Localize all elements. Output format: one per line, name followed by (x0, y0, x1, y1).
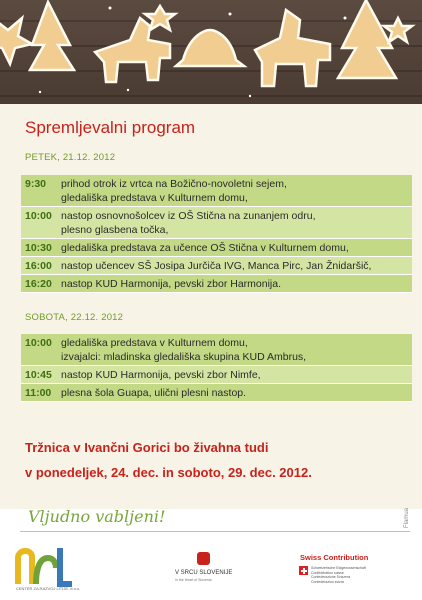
row-text: prihod otrok iz vrtca na Božično-novoletni sejem, (61, 178, 287, 190)
gingerbread-cookies-illustration (0, 0, 422, 106)
schedule-row (21, 334, 412, 366)
schedule-saturday (21, 334, 412, 402)
row-text: plesna šola Guapa, ulični plesni nastop. (61, 387, 247, 399)
row-time: 16:00 (25, 260, 52, 272)
row-text: nastop osnovnošolcev iz OŠ Stična na zunanjem odru, (61, 210, 316, 222)
swiss-confederation-text: Schweizerische Eidgenossenschaft Confédération suisse Confederazione Svizzera Confederaziun svizra (311, 566, 366, 584)
row-text: nastop KUD Harmonija, pevski zbor Harmonija. (61, 278, 282, 290)
row-text: nastop KUD Harmonija, pevski zbor Nimfe, (61, 369, 261, 381)
credit-text: Flamua (404, 507, 410, 528)
row-text: nastop učencev SŠ Josipa Jurčiča IVG, Manca Pirc, Jan Žnidaršič, (61, 260, 372, 272)
heart-logo-icon (197, 552, 210, 565)
invitation-text: Vljudno vabljeni! (28, 507, 166, 526)
schedule-row (21, 257, 412, 275)
schedule-row (21, 384, 412, 402)
divider (20, 531, 410, 532)
schedule-row (21, 175, 412, 207)
schedule-row (21, 366, 412, 384)
day-label-saturday: SOBOTA, 22.12. 2012 (25, 312, 124, 323)
row-time: 10:30 (25, 242, 52, 254)
row-time: 10:00 (25, 210, 52, 222)
row-time: 11:00 (25, 387, 52, 399)
schedule-row (21, 207, 412, 239)
schedule-friday (21, 175, 412, 293)
row-text: gledališka predstava v Kulturnem domu, (61, 337, 248, 349)
slovenia-logo-subtext: In the Heart of Slovenia (175, 578, 212, 582)
row-time: 10:00 (25, 337, 52, 349)
row-time: 16:20 (25, 278, 52, 290)
slovenia-logo-text: V SRCU SLOVENIJE (175, 570, 233, 576)
row-text: gledališka predstava za učence OŠ Stična v Kulturnem domu, (61, 242, 349, 254)
schedule-row (21, 239, 412, 257)
day-label-friday: PETEK, 21.12. 2012 (25, 152, 116, 163)
row-time: 10:45 (25, 369, 52, 381)
rcl-caption: CENTER ZA RAZVOJ LITIJE, d.o.o. (16, 586, 81, 591)
header-banner (0, 0, 422, 106)
page-title: Spremljevalni program (25, 118, 196, 137)
row-time: 9:30 (25, 178, 47, 190)
market-announcement-line1: Tržnica v Ivančni Gorici bo živahna tudi (25, 440, 269, 455)
rcl-logo (14, 544, 74, 588)
market-announcement-line2: v ponedeljek, 24. dec. in soboto, 29. dec. 2012. (25, 465, 312, 480)
swiss-contribution-title: Swiss Contribution (300, 553, 369, 562)
swiss-flag-icon (299, 566, 308, 575)
row-text: izvajalci: mladinska gledališka skupina KUD Ambrus, (61, 351, 307, 363)
row-text: gledališka predstava v Kulturnem domu, (61, 192, 248, 204)
row-text: plesno glasbena točka, (61, 224, 169, 236)
schedule-row (21, 275, 412, 293)
